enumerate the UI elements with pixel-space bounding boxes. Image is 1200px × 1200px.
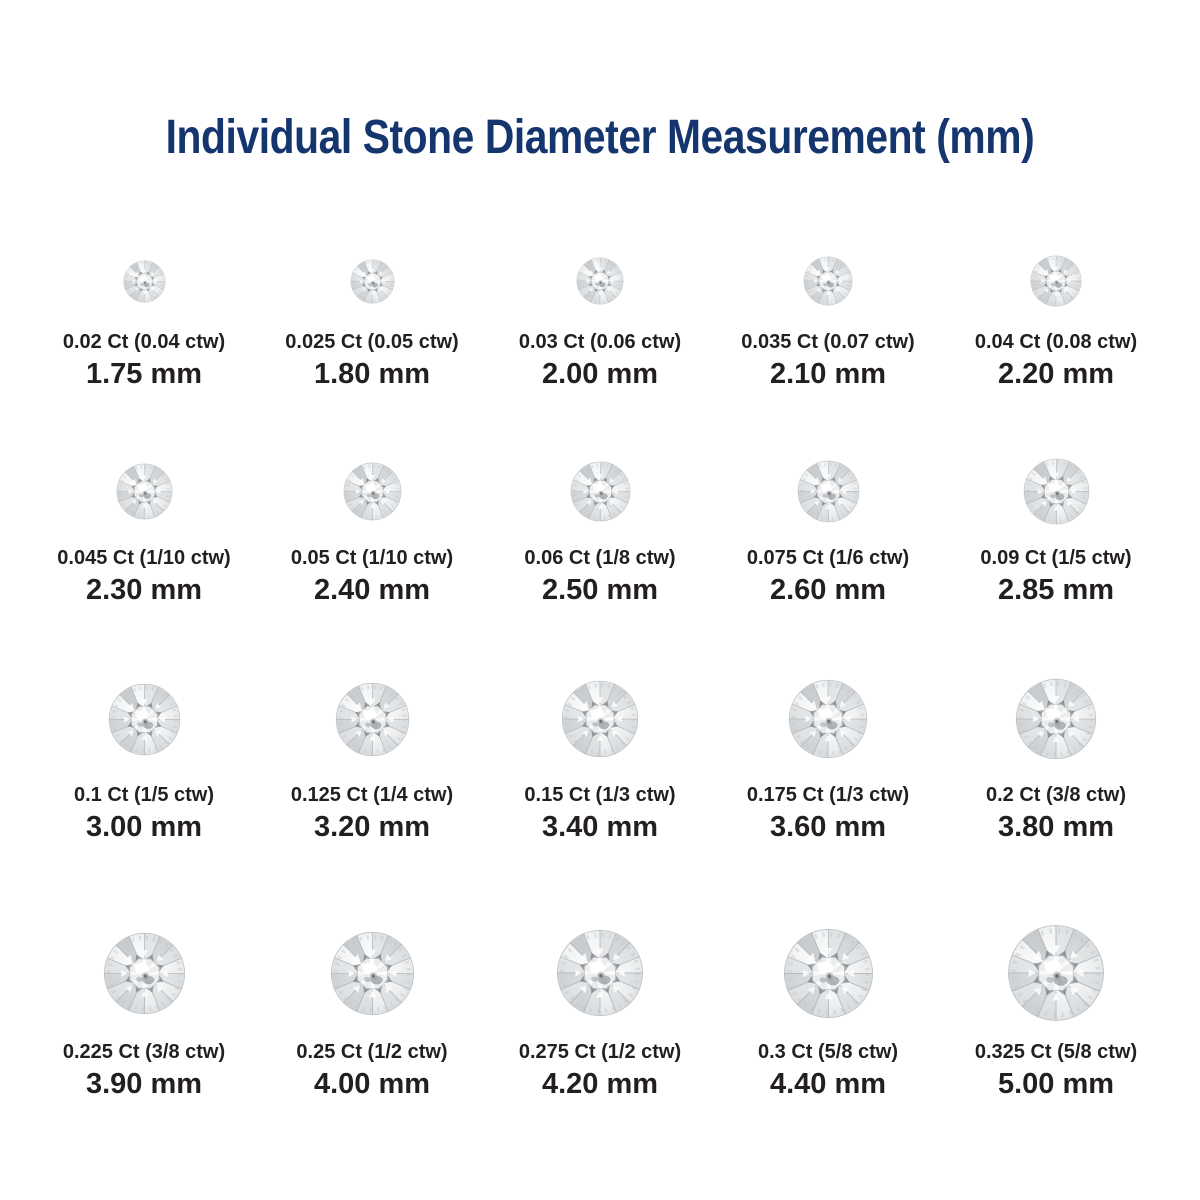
diameter-label: 3.20 mm	[313, 811, 431, 843]
stone-cell	[258, 252, 486, 392]
carat-weight-label: 0.2 Ct (3/8 ctw)	[985, 784, 1127, 806]
diameter-label: 2.50 mm	[541, 574, 659, 606]
diamond-icon	[556, 929, 644, 1017]
diamond-icon	[783, 928, 874, 1019]
carat-weight-label: 0.05 Ct (1/10 ctw)	[290, 547, 454, 569]
carat-weight-label: 0.045 Ct (1/10 ctw)	[57, 547, 231, 569]
diamond-icon	[116, 463, 173, 520]
diamond-image	[556, 922, 644, 1024]
diamond-icon	[330, 931, 415, 1016]
carat-weight-label: 0.15 Ct (1/3 ctw)	[524, 784, 676, 806]
diameter-label: 2.40 mm	[313, 574, 431, 606]
carat-weight-label: 0.06 Ct (1/8 ctw)	[524, 547, 676, 569]
stone-cell	[942, 922, 1170, 1102]
diameter-label: 3.80 mm	[997, 811, 1115, 843]
diamond-icon	[1023, 458, 1090, 525]
stone-cell	[258, 675, 486, 845]
carat-weight-label: 0.025 Ct (0.05 ctw)	[285, 331, 459, 353]
diameter-label: 3.60 mm	[769, 811, 887, 843]
stone-cell	[30, 922, 258, 1102]
diamond-image	[103, 922, 186, 1024]
stone-cell	[30, 252, 258, 392]
diamond-image	[797, 455, 860, 527]
diameter-label: 3.00 mm	[85, 811, 203, 843]
stone-cell	[942, 675, 1170, 845]
diamond-image	[788, 675, 868, 763]
page-title: Individual Stone Diameter Measurement (mm)	[165, 111, 1035, 164]
stone-cell	[486, 675, 714, 845]
carat-weight-label: 0.3 Ct (5/8 ctw)	[757, 1041, 899, 1063]
diameter-label: 1.75 mm	[85, 358, 203, 390]
diamond-icon	[108, 683, 181, 756]
stone-grid	[30, 252, 1170, 1102]
carat-weight-label: 0.25 Ct (1/2 ctw)	[296, 1041, 448, 1063]
stone-cell	[942, 252, 1170, 392]
diamond-icon	[803, 256, 853, 306]
stone-row	[30, 922, 1170, 1102]
diameter-label: 2.60 mm	[769, 574, 887, 606]
diamond-image	[1023, 455, 1090, 527]
diamond-image	[116, 455, 173, 527]
carat-weight-label: 0.325 Ct (5/8 ctw)	[974, 1041, 1138, 1063]
stone-cell	[714, 252, 942, 392]
stone-cell	[942, 455, 1170, 608]
diamond-image	[576, 252, 624, 310]
stone-cell	[258, 922, 486, 1102]
stone-cell	[714, 455, 942, 608]
carat-weight-label: 0.175 Ct (1/3 ctw)	[746, 784, 910, 806]
carat-weight-label: 0.275 Ct (1/2 ctw)	[518, 1041, 682, 1063]
stone-cell	[258, 455, 486, 608]
diameter-label: 1.80 mm	[313, 358, 431, 390]
carat-weight-label: 0.125 Ct (1/4 ctw)	[290, 784, 454, 806]
diamond-image	[561, 675, 639, 763]
diameter-label: 2.10 mm	[769, 358, 887, 390]
diameter-label: 3.40 mm	[541, 811, 659, 843]
stone-cell	[30, 455, 258, 608]
diameter-label: 4.00 mm	[313, 1068, 431, 1100]
diameter-label: 4.20 mm	[541, 1068, 659, 1100]
diamond-icon	[788, 679, 868, 759]
diamond-image	[330, 922, 415, 1024]
stone-cell	[486, 455, 714, 608]
diamond-image	[803, 252, 853, 310]
diamond-icon	[570, 461, 631, 522]
diameter-label: 4.40 mm	[769, 1068, 887, 1100]
diameter-label: 2.00 mm	[541, 358, 659, 390]
diameter-label: 2.85 mm	[997, 574, 1115, 606]
carat-weight-label: 0.02 Ct (0.04 ctw)	[62, 331, 226, 353]
diamond-image	[350, 252, 395, 310]
carat-weight-label: 0.04 Ct (0.08 ctw)	[974, 331, 1138, 353]
carat-weight-label: 0.225 Ct (3/8 ctw)	[62, 1041, 226, 1063]
diamond-image	[335, 675, 410, 763]
stone-cell	[486, 252, 714, 392]
diamond-icon	[1015, 678, 1097, 760]
stone-cell	[30, 675, 258, 845]
diamond-image	[343, 455, 402, 527]
diamond-image	[1007, 922, 1105, 1024]
diamond-icon	[797, 460, 860, 523]
diamond-image	[1015, 675, 1097, 763]
carat-weight-label: 0.03 Ct (0.06 ctw)	[518, 331, 682, 353]
stone-cell	[714, 675, 942, 845]
diamond-image	[1030, 252, 1082, 310]
diamond-icon	[123, 260, 166, 303]
diamond-icon	[1030, 255, 1082, 307]
diamond-image	[108, 675, 181, 763]
diamond-image	[783, 922, 874, 1024]
diamond-icon	[350, 259, 395, 304]
diamond-image	[570, 455, 631, 527]
stone-row	[30, 455, 1170, 608]
diamond-icon	[335, 682, 410, 757]
stone-cell	[486, 922, 714, 1102]
carat-weight-label: 0.075 Ct (1/6 ctw)	[746, 547, 910, 569]
diamond-image	[123, 252, 166, 310]
diamond-icon	[576, 257, 624, 305]
carat-weight-label: 0.09 Ct (1/5 ctw)	[980, 547, 1132, 569]
diameter-label: 3.90 mm	[85, 1068, 203, 1100]
stone-cell	[714, 922, 942, 1102]
diamond-icon	[343, 462, 402, 521]
diameter-label: 2.30 mm	[85, 574, 203, 606]
stone-row	[30, 252, 1170, 392]
diameter-label: 5.00 mm	[997, 1068, 1115, 1100]
carat-weight-label: 0.035 Ct (0.07 ctw)	[741, 331, 915, 353]
diameter-label: 2.20 mm	[997, 358, 1115, 390]
carat-weight-label: 0.1 Ct (1/5 ctw)	[73, 784, 215, 806]
diamond-icon	[561, 680, 639, 758]
diamond-icon	[103, 932, 186, 1015]
stone-row	[30, 675, 1170, 845]
diamond-icon	[1007, 924, 1105, 1022]
